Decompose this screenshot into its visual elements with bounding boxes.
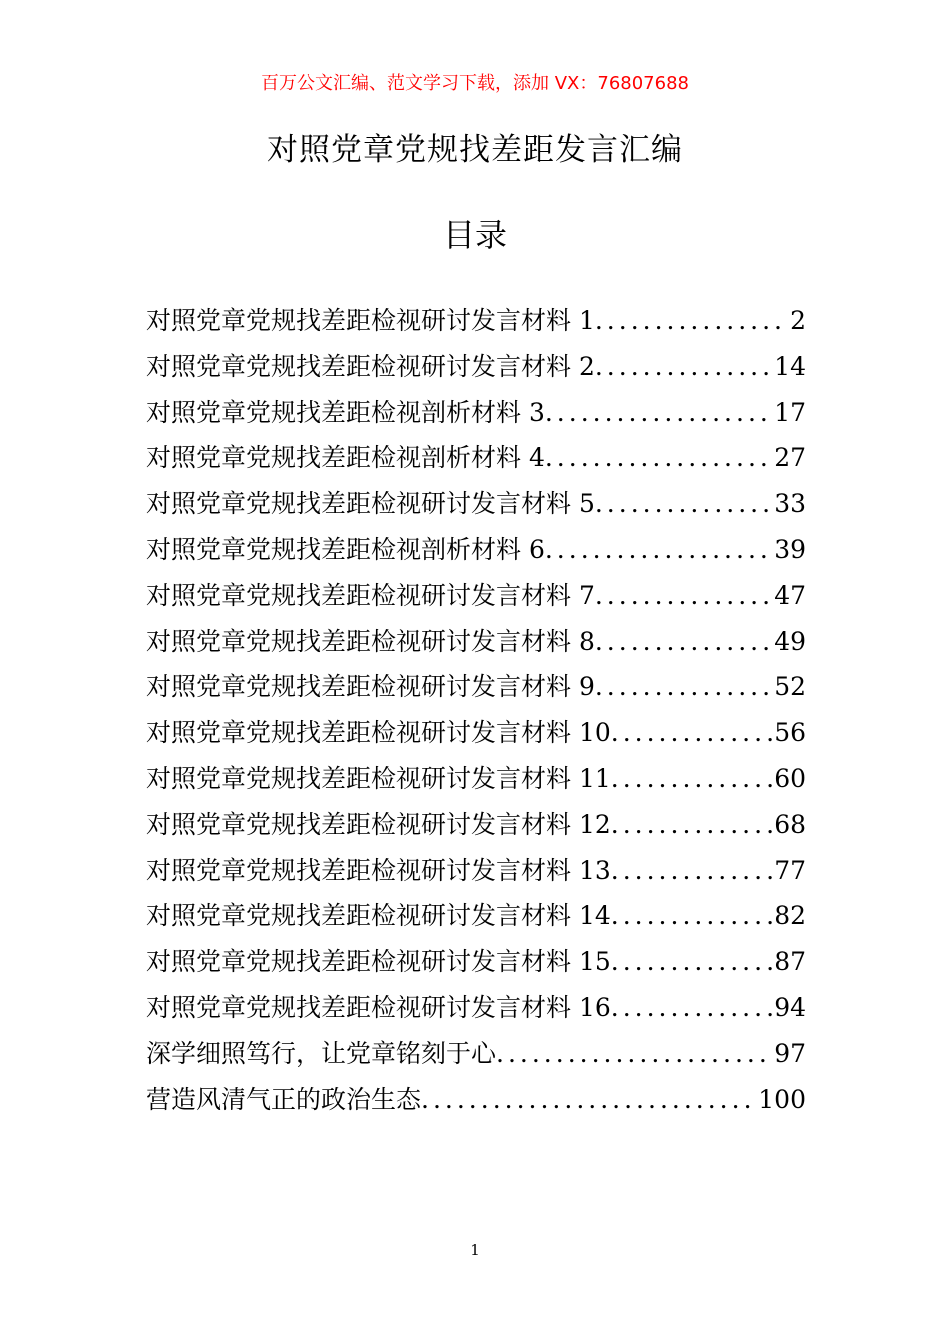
toc-entry[interactable]: [146, 619, 806, 665]
toc-entry-title: 对照党章党规找差距检视研讨发言材料 2: [146, 351, 595, 381]
toc-entry-page: 47: [774, 580, 806, 610]
dot-leader: [545, 435, 772, 481]
dot-leader: [595, 298, 788, 344]
dot-leader: [611, 939, 772, 985]
dot-leader: [611, 893, 772, 939]
toc-entry-title: 对照党章党规找差距检视研讨发言材料 10: [146, 718, 611, 748]
toc-entry-title: 对照党章党规找差距检视剖析材料 3: [146, 397, 545, 427]
document-title: 对照党章党规找差距发言汇编: [267, 132, 683, 168]
dot-leader: [611, 710, 772, 756]
toc-entry-title: 营造风清气正的政治生态: [146, 1084, 422, 1114]
toc-entry-title: 对照党章党规找差距检视剖析材料 6: [146, 534, 545, 564]
dot-leader: [545, 390, 772, 436]
toc-entry-page: 56: [774, 718, 806, 748]
toc-entry[interactable]: [146, 848, 806, 894]
toc-heading: 目录: [442, 216, 507, 254]
dot-leader: [496, 1031, 772, 1077]
dot-leader: [595, 344, 772, 390]
table-of-contents: [146, 298, 806, 1122]
toc-entry-page: 60: [774, 763, 806, 793]
toc-entry-title: 深学细照笃行，让党章铭刻于心: [146, 1038, 497, 1068]
toc-entry[interactable]: [146, 527, 806, 573]
dot-leader: [595, 481, 772, 527]
toc-entry[interactable]: [146, 893, 806, 939]
toc-entry-title: 对照党章党规找差距检视研讨发言材料 12: [146, 809, 611, 839]
toc-entry-page: 82: [774, 901, 806, 931]
page-number: 1: [470, 1241, 480, 1259]
toc-entry-page: 94: [774, 992, 806, 1022]
dot-leader: [545, 527, 772, 573]
toc-entry[interactable]: [146, 985, 806, 1031]
toc-entry-title: 对照党章党规找差距检视研讨发言材料 8: [146, 626, 595, 656]
dot-leader: [595, 573, 772, 619]
dot-leader: [611, 802, 772, 848]
toc-entry-title: 对照党章党规找差距检视研讨发言材料 14: [146, 901, 611, 931]
toc-entry-title: 对照党章党规找差距检视研讨发言材料 7: [146, 580, 595, 610]
toc-entry-page: 97: [774, 1038, 806, 1068]
toc-entry[interactable]: [146, 664, 806, 710]
toc-entry-title: 对照党章党规找差距检视研讨发言材料 16: [146, 992, 611, 1022]
download-banner: 百万公文汇编、范文学习下载，添加 VX：76807688: [261, 73, 689, 94]
dot-leader: [611, 985, 772, 1031]
toc-entry-page: 77: [774, 855, 806, 885]
toc-entry-page: 14: [774, 351, 806, 381]
dot-leader: [611, 848, 772, 894]
toc-entry-page: 100: [758, 1084, 806, 1114]
toc-entry-title: 对照党章党规找差距检视剖析材料 4: [146, 443, 545, 473]
toc-entry-title: 对照党章党规找差距检视研讨发言材料 5: [146, 489, 595, 519]
toc-entry-title: 对照党章党规找差距检视研讨发言材料 1: [146, 306, 595, 335]
toc-entry-page: 17: [774, 397, 806, 427]
toc-entry-page: 27: [774, 443, 806, 473]
toc-entry[interactable]: [146, 802, 806, 848]
toc-entry-page: 39: [774, 534, 806, 564]
toc-entry-page: 33: [774, 489, 806, 519]
dot-leader: [421, 1077, 756, 1123]
toc-entry[interactable]: [146, 435, 806, 481]
toc-entry-title: 对照党章党规找差距检视研讨发言材料 13: [146, 855, 611, 885]
dot-leader: [595, 619, 772, 665]
dot-leader: [595, 664, 772, 710]
toc-entry-page: 68: [774, 809, 806, 839]
toc-entry[interactable]: [146, 344, 806, 390]
toc-entry-page: 87: [774, 947, 806, 977]
toc-entry-page: 2: [790, 306, 806, 335]
toc-entry-title: 对照党章党规找差距检视研讨发言材料 15: [146, 947, 611, 977]
toc-entry[interactable]: [146, 756, 806, 802]
toc-entry-page: 49: [774, 626, 806, 656]
toc-entry[interactable]: [146, 710, 806, 756]
toc-entry[interactable]: [146, 481, 806, 527]
toc-entry[interactable]: [146, 298, 806, 344]
toc-entry-title: 对照党章党规找差距检视研讨发言材料 11: [146, 763, 611, 793]
toc-entry-title: 对照党章党规找差距检视研讨发言材料 9: [146, 672, 595, 702]
dot-leader: [611, 756, 772, 802]
toc-entry[interactable]: [146, 1031, 806, 1077]
toc-entry[interactable]: [146, 939, 806, 985]
toc-entry-page: 52: [774, 672, 806, 702]
toc-entry[interactable]: [146, 1077, 806, 1123]
toc-entry[interactable]: [146, 390, 806, 436]
toc-entry[interactable]: [146, 573, 806, 619]
